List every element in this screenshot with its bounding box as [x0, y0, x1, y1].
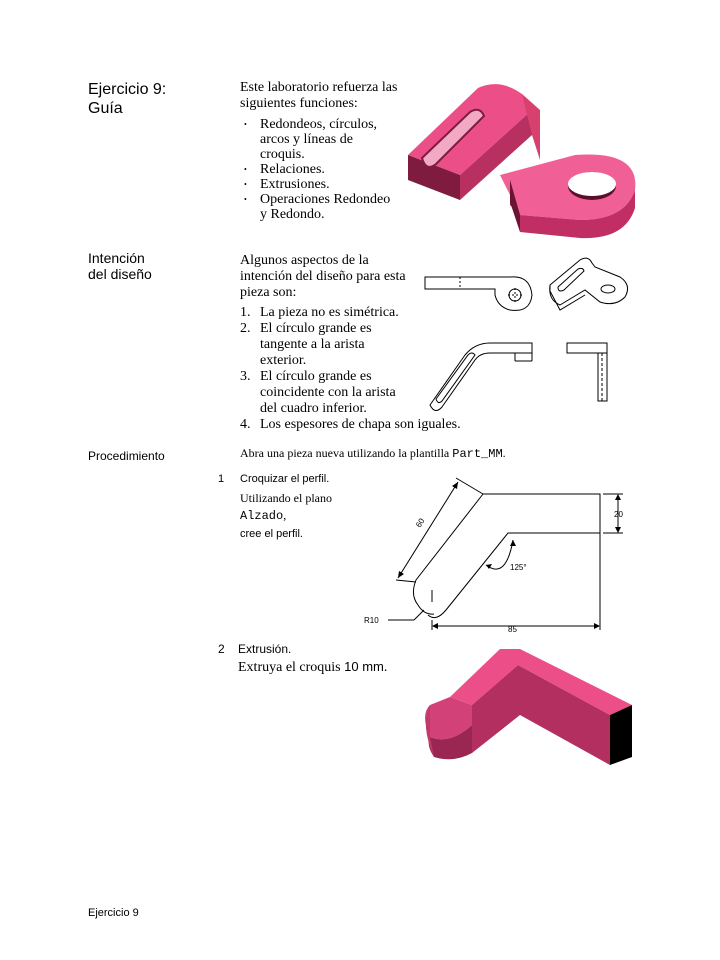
design-intent-heading-line2: del diseño — [88, 266, 152, 282]
intro-bullet: • Operaciones Redondeo y Redondo. — [240, 192, 395, 222]
intro-bullet: • Extrusiones. — [240, 177, 395, 192]
design-intent-item — [240, 369, 410, 417]
intro-bullet: • Relaciones. — [240, 162, 395, 177]
template-name: Part_MM — [452, 447, 503, 461]
dim-angle-label: 125° — [510, 563, 527, 572]
title-line2: Guía — [88, 100, 123, 117]
plane-suffix: , — [283, 508, 287, 522]
item-text: El círculo grande es tangente a la arista exterior. — [260, 321, 372, 368]
item-text: El círculo grande es coincidente con la arista del cuadro inferior. — [260, 369, 396, 416]
design-intent-item — [240, 305, 410, 321]
intro-text: Este laboratorio refuerza las siguientes funciones: — [240, 80, 398, 111]
intro-bullet-list — [240, 117, 395, 222]
profile-sketch-drawing — [358, 470, 640, 635]
dim-radius-label: R10 — [364, 616, 379, 625]
item-number: 1. — [240, 305, 251, 320]
step1-line3: cree el perfil. — [240, 528, 303, 540]
step1-line1: Utilizando el plano — [240, 491, 332, 505]
design-intent-block — [240, 253, 461, 433]
extruded-part-illustration — [420, 645, 635, 775]
design-intent-views-drawing — [420, 255, 640, 415]
step1-number: 1 — [218, 473, 225, 485]
step1-title: Croquizar el perfil. — [240, 473, 330, 485]
step2-text-before: Extruya el croquis — [238, 660, 345, 675]
procedure-heading: Procedimiento — [88, 449, 165, 463]
plane-name: Alzado — [240, 509, 284, 523]
procedure-text-after: . — [502, 446, 506, 460]
item-number: 3. — [240, 369, 251, 384]
step2-title: Extrusión. — [238, 642, 292, 656]
dim-height-label: 20 — [614, 510, 623, 519]
procedure-text — [240, 446, 506, 461]
design-intent-heading-line1: Intención — [88, 250, 145, 266]
step2-number: 2 — [218, 642, 225, 656]
item-text: La pieza no es simétrica. — [260, 305, 399, 320]
item-number: 2. — [240, 321, 251, 336]
intro-bullet: • Redondeos, círculos, arcos y líneas de croquis. — [240, 117, 395, 162]
item-number: 4. — [240, 417, 251, 432]
step1-plane-line — [240, 508, 286, 523]
design-intent-heading — [88, 250, 152, 282]
title-line1: Ejercicio 9: — [88, 81, 167, 98]
page-title — [88, 80, 166, 118]
intro-block — [240, 80, 405, 222]
dim-width-label: 85 — [508, 625, 517, 634]
page-footer: Ejercicio 9 — [88, 907, 139, 919]
dim-length-label: 60 — [414, 516, 427, 530]
design-intent-item — [240, 417, 520, 433]
design-intent-item — [240, 321, 410, 369]
design-intent-list — [240, 305, 461, 433]
part-3d-illustration — [400, 80, 650, 240]
step2-text — [238, 659, 387, 676]
step2-text-after: . — [383, 660, 388, 675]
step2-value: 10 mm — [344, 659, 384, 674]
procedure-text-before: Abra una pieza nueva utilizando la plantilla — [240, 446, 453, 460]
item-text: Los espesores de chapa son iguales. — [260, 417, 461, 432]
design-intent-text: Algunos aspectos de la intención del diseño para esta pieza son: — [240, 253, 406, 300]
